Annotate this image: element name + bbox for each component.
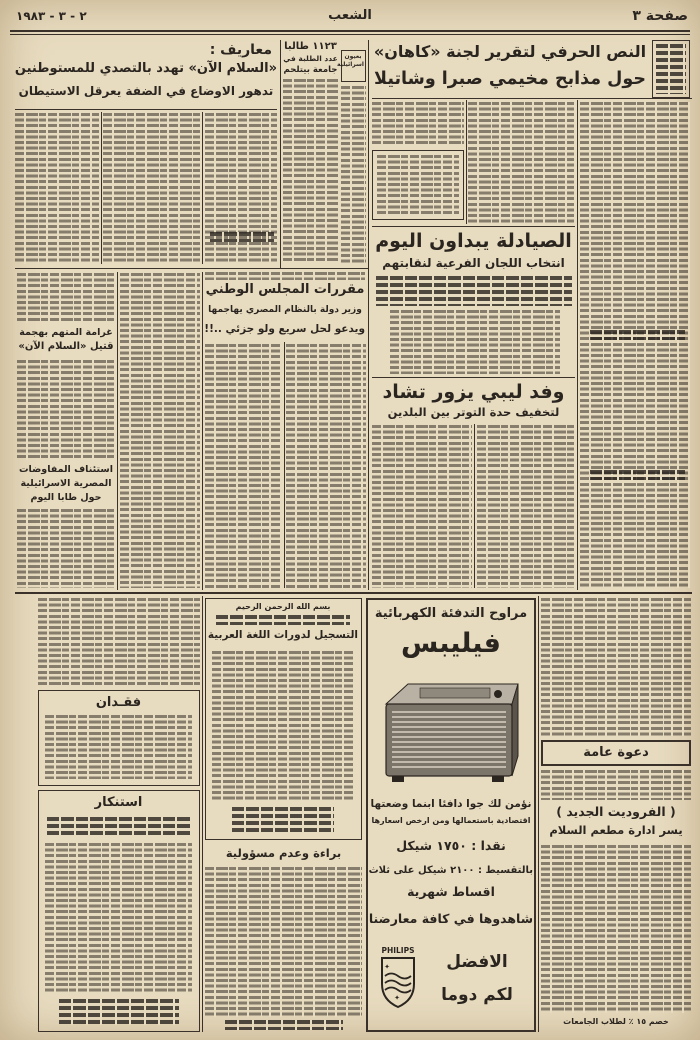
philips-logo [376, 944, 420, 1010]
national-council-headline: مقررات المجلس الوطني [205, 282, 365, 297]
column-rule [202, 596, 203, 1032]
maariv-body-text [103, 113, 200, 264]
disclaimer-body-text [205, 867, 362, 1017]
national-council-sub-2: ويدعو لحل سريع ولو جزئي ..!! [204, 323, 365, 335]
continued-body-text [205, 272, 365, 280]
pharmacists-headline: الصيادلة يبداون اليوم [375, 230, 572, 252]
condemnation-lead-text [47, 817, 190, 837]
heater-foot [392, 776, 404, 782]
maariv-headline-2: تدهور الاوضاع في الضفة يعرقل الاستيطان [18, 84, 274, 98]
ad-installments-line-2: اقساط شهرية [407, 884, 495, 899]
bottom-left-body-text [38, 598, 200, 686]
column-rule [577, 100, 578, 590]
kahan-headline-line2: حول مذابح مخيمي صبرا وشاتيلا [374, 69, 646, 89]
summary-box [652, 40, 690, 98]
left-body-text [120, 273, 200, 588]
heater-front-face [386, 704, 512, 776]
pharmacists-subheadline: انتخاب اللجان الفرعية لنقابتهم [382, 256, 565, 270]
column-rule [101, 112, 102, 264]
national-council-sub-1: وزير دولة بالنظام المصري يهاجمها [208, 305, 362, 315]
ad-installments-line-1: بالتقسيط : ٢١٠٠ شيكل على ثلاث [368, 865, 533, 876]
condemnation-title: استنكار [94, 795, 143, 810]
taba-talks-line-3: حول طابا اليوم [30, 492, 102, 503]
boxed-item-text [377, 155, 459, 215]
pharmacists-body-text [390, 310, 560, 374]
disclaimer-signature-text [225, 1020, 343, 1030]
maariv-kicker: معاريف : [209, 42, 272, 58]
bottom-right-body-text [541, 598, 691, 736]
philips-logo-text: PHILIPS [381, 946, 415, 955]
condemnation-box [38, 790, 200, 1032]
israeli-eyes-body-text [341, 86, 366, 264]
loss-notice-body-text [45, 715, 192, 779]
bethlehem-line-2: عدد الطلبة في [283, 54, 338, 63]
page-section-rule [15, 592, 692, 594]
public-invitation-title: دعوة عامة [583, 745, 649, 760]
kahan-report-subhead [590, 330, 685, 340]
restaurant-ad-footer: خصم ١٥ ٪ لطلاب الجامعات [563, 1017, 669, 1026]
side-story-body-text [372, 102, 464, 146]
left-body-text [17, 273, 115, 323]
ad-cash-price: نقدا : ١٧٥٠ شيكل [396, 838, 506, 853]
arabic-courses-signature-text [232, 807, 334, 833]
condemnation-body-text [45, 843, 192, 993]
ad-copy-line-2: اقتصادية باستعمالها ومن ارخص اسعارها [371, 816, 531, 825]
maariv-body-text [15, 113, 99, 264]
libya-body-text [477, 425, 575, 588]
basmala: بسم الله الرحمن الرحيم [235, 602, 331, 611]
philips-wave-icon [385, 981, 411, 986]
condemnation-signature-text [59, 999, 179, 1025]
heater-illustration [380, 672, 522, 792]
maariv-subhead [210, 232, 274, 242]
bethlehem-body-text [283, 79, 338, 264]
public-invitation-body-text [541, 770, 691, 800]
ad-brand: فيليبس [401, 628, 501, 659]
column-rule [284, 342, 285, 588]
restaurant-ad-body-text [541, 845, 691, 1013]
column-rule [202, 272, 203, 590]
header-rule-thin [10, 34, 690, 35]
section-rule [15, 109, 277, 110]
ad-showrooms: شاهدوها في كافة معارضنا [368, 911, 533, 926]
kahan-report-body-text [468, 102, 574, 224]
peace-now-case-body-text [17, 360, 115, 460]
pharmacists-lead-text [376, 276, 572, 306]
libya-body-text [372, 425, 472, 588]
column-rule [117, 272, 118, 590]
restaurant-ad-title: ( الفروديت الجديد ) [556, 804, 676, 819]
column-rule [466, 100, 467, 224]
national-council-body-text [286, 344, 366, 588]
israeli-eyes-box [337, 50, 366, 82]
taba-talks-line-1: استئناف المفاوضات [19, 464, 113, 475]
heater-top-vent [420, 688, 490, 698]
section-rule [15, 268, 368, 269]
philips-star-icon: ✦ [394, 994, 400, 1002]
column-rule [280, 40, 281, 268]
section-rule [372, 226, 575, 227]
header-rule [10, 30, 690, 32]
heater-control-knob [494, 690, 502, 698]
kahan-report-body-text [580, 102, 690, 588]
kahan-report-subhead [590, 470, 685, 480]
column-rule [202, 112, 203, 264]
column-rule [474, 424, 475, 588]
restaurant-ad-subtitle: يسر ادارة مطعم السلام [549, 823, 683, 837]
loss-notice-title: فقـدان [95, 695, 142, 710]
peace-now-case-line-1: غرامة المتهم بهجمة [19, 327, 113, 338]
libya-subheadline: لتخفيف حدة التوتر بين البلدين [387, 405, 560, 419]
philips-wave-icon [385, 988, 411, 993]
maariv-headline-1: «السلام الآن» تهدد بالتصدي للمستوطنين [14, 61, 277, 76]
kahan-headline-line1: النص الحرفي لتقرير لجنة «كاهان» [373, 42, 647, 61]
masthead: الشعب [328, 8, 372, 23]
section-rule [372, 377, 575, 378]
disclaimer-title: براءة وعدم مسؤولية [225, 846, 342, 860]
kahan-rule [372, 98, 692, 99]
ad-title: مراوح التدفئة الكهربائية [374, 606, 528, 621]
arabic-courses-box [205, 598, 362, 840]
issue-date: ٢ - ٣ - ١٩٨٣ [16, 9, 87, 23]
taba-talks-body-text [17, 509, 115, 588]
taba-talks-line-2: المصرية الاسرائيلية [20, 478, 112, 489]
ad-tagline-2: لكم دوما [441, 985, 513, 1005]
bethlehem-line-1: ١١٢٣ طالبا [284, 41, 337, 52]
israeli-eyes-label: بعيون اسرائيلية [337, 53, 364, 69]
ad-tagline-1: الافضل [446, 952, 508, 972]
public-invitation-box [541, 740, 691, 766]
column-rule [368, 40, 369, 590]
bethlehem-line-3: جامعة بيتلحم [283, 65, 338, 75]
philips-star-icon: ✦ [384, 963, 390, 971]
arabic-courses-org-line [216, 615, 350, 625]
arabic-courses-body-text [212, 651, 354, 801]
philips-wave-icon [385, 974, 411, 979]
column-rule [538, 596, 539, 1032]
arabic-courses-title: التسجيل لدورات اللغة العربية [207, 629, 358, 641]
national-council-body-text [205, 344, 282, 588]
boxed-item [372, 150, 464, 220]
page-number-label: صفحة ٣ [632, 8, 688, 24]
loss-notice-box [38, 690, 200, 786]
libya-headline: وفد ليبي يزور تشاد [382, 381, 565, 403]
ad-copy-line-1: نؤمن لك جوا دافئا ابنما وضعتها [370, 798, 532, 810]
peace-now-case-line-2: قتيل «السلام الآن» [18, 341, 114, 352]
summary-box-text [656, 44, 686, 94]
heater-foot [492, 776, 504, 782]
